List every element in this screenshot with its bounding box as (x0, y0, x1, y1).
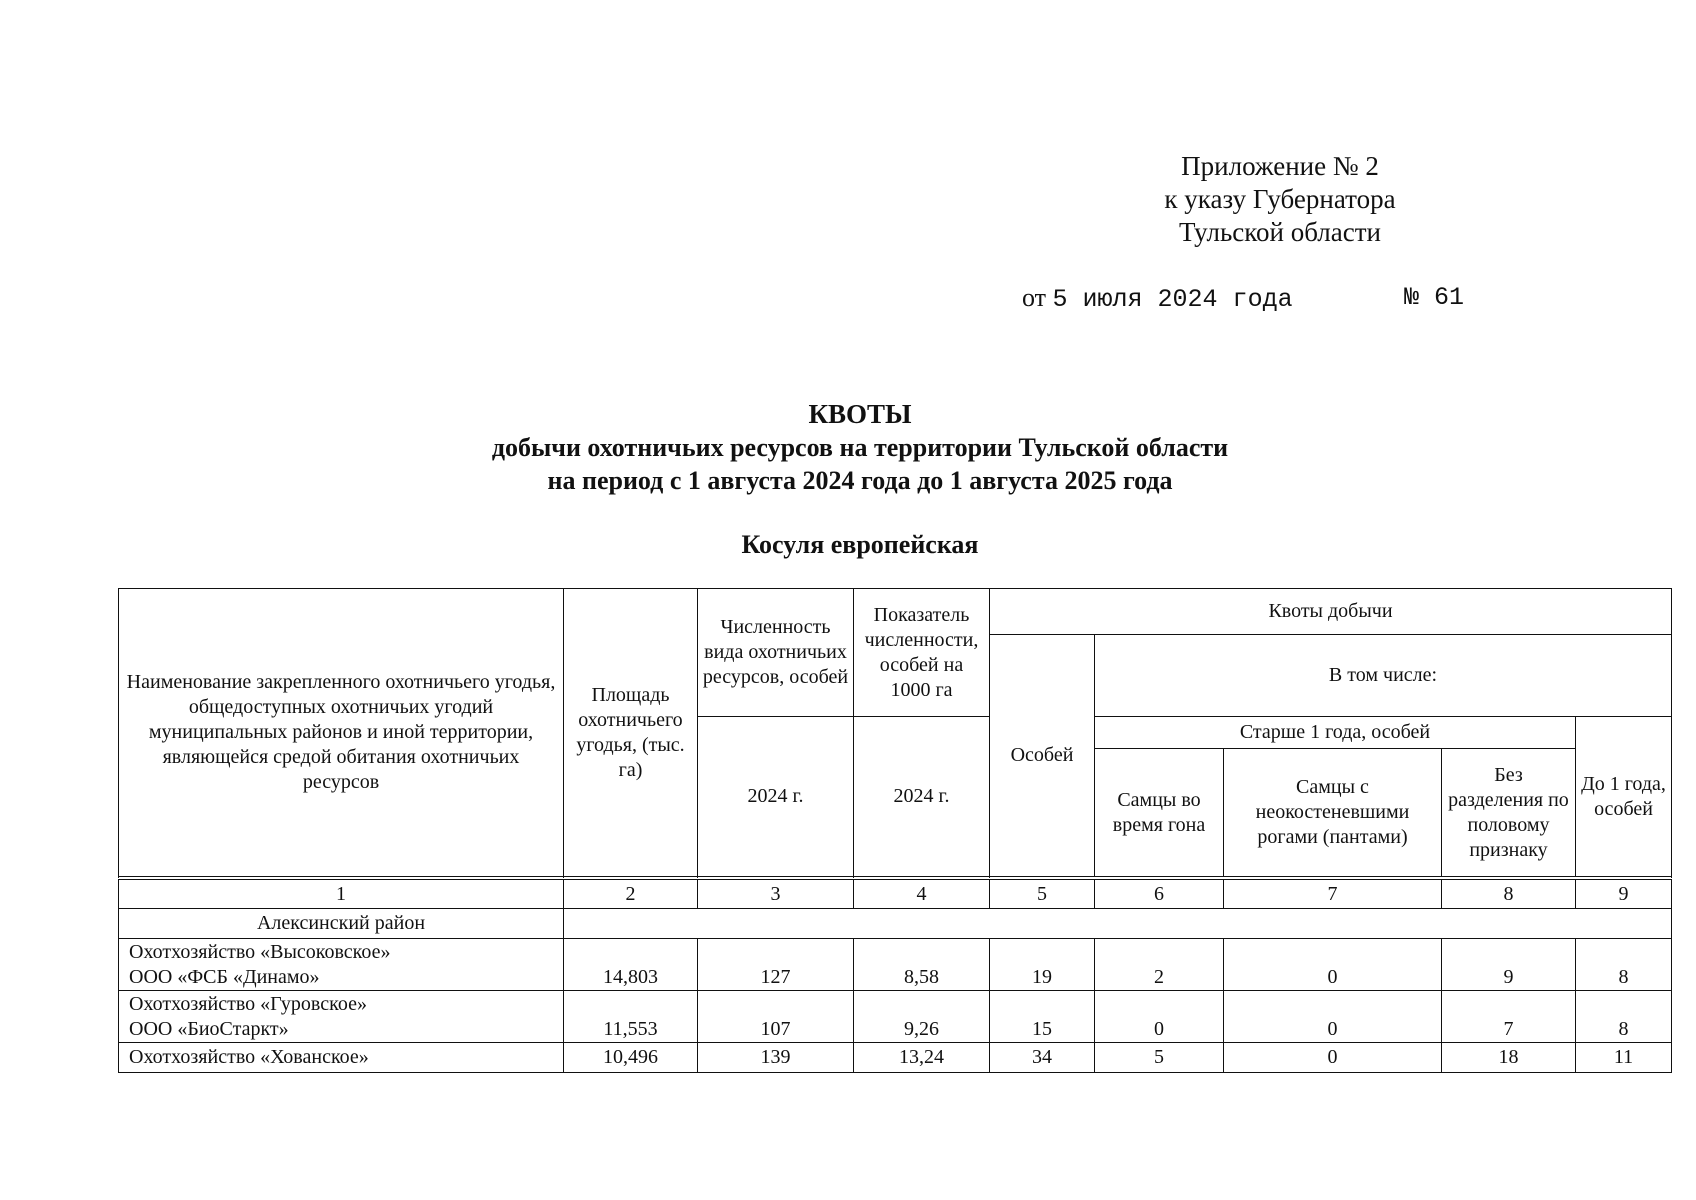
hunting-ground-name (119, 991, 564, 1043)
table-row (119, 939, 1672, 991)
cell-males-rut: 2 (1095, 939, 1224, 991)
header-no-sex: Без разделения по половому признаку (1442, 749, 1576, 877)
column-number: 9 (1576, 880, 1672, 909)
document-title (300, 398, 1420, 497)
cell-area: 11,553 (564, 991, 698, 1043)
appendix-block (1130, 150, 1430, 249)
appendix-line-3: Тульской области (1179, 217, 1381, 247)
column-numbers-row (119, 880, 1672, 909)
cell-males-antlers: 0 (1224, 939, 1442, 991)
cell-males-antlers: 0 (1224, 991, 1442, 1043)
cell-males-rut: 5 (1095, 1043, 1224, 1073)
cell-population: 107 (698, 991, 854, 1043)
cell-no-sex: 9 (1442, 939, 1576, 991)
cell-under-one: 8 (1576, 991, 1672, 1043)
decree-line (1022, 283, 1465, 314)
column-number: 1 (119, 880, 564, 909)
cell-individuals: 34 (990, 1043, 1095, 1073)
column-number: 3 (698, 880, 854, 909)
district-row (119, 909, 1672, 939)
column-number: 5 (990, 880, 1095, 909)
cell-under-one: 11 (1576, 1043, 1672, 1073)
quota-table (118, 588, 1672, 1073)
header-area: Площадь охотничьего угодья, (тыс. га) (564, 589, 698, 877)
table-row (119, 991, 1672, 1043)
column-number: 8 (1442, 880, 1576, 909)
species-heading: Косуля европейская (741, 530, 979, 559)
decree-date: 5 июля 2024 года (1052, 285, 1293, 314)
column-number: 2 (564, 880, 698, 909)
hunting-ground-name: Охотхозяйство «Хованское» (119, 1043, 564, 1073)
cell-no-sex: 18 (1442, 1043, 1576, 1073)
cell-population: 139 (698, 1043, 854, 1073)
title-line-3: на период с 1 августа 2024 года до 1 августа 2025 года (547, 466, 1173, 495)
header-density: Показатель численности, особей на 1000 га (854, 589, 990, 717)
cell-population: 127 (698, 939, 854, 991)
cell-males-antlers: 0 (1224, 1043, 1442, 1073)
appendix-line-2: к указу Губернатора (1164, 184, 1396, 214)
header-quotas: Квоты добычи (990, 589, 1672, 635)
header-year-population: 2024 г. (698, 717, 854, 877)
header-including: В том числе: (1095, 635, 1672, 717)
ground-name-line: Охотхозяйство «Гуровское» (129, 992, 367, 1015)
ground-owner-line: ООО «БиоСтаркт» (129, 1017, 289, 1040)
cell-under-one: 8 (1576, 939, 1672, 991)
header-population: Численность вида охотничьих ресурсов, особей (698, 589, 854, 717)
cell-individuals: 19 (990, 939, 1095, 991)
district-name: Алексинский район (119, 909, 564, 939)
cell-no-sex: 7 (1442, 991, 1576, 1043)
ground-name-line: Охотхозяйство «Высоковское» (129, 940, 391, 963)
title-main: КВОТЫ (808, 399, 912, 429)
header-males-antlers: Самцы с неокостеневшими рогами (пантами) (1224, 749, 1442, 877)
hunting-ground-name (119, 939, 564, 991)
cell-density: 8,58 (854, 939, 990, 991)
column-number: 4 (854, 880, 990, 909)
column-number: 7 (1224, 880, 1442, 909)
header-individuals: Особей (990, 635, 1095, 877)
cell-area: 14,803 (564, 939, 698, 991)
decree-from-label: от (1022, 283, 1047, 312)
header-males-rut: Самцы во время гона (1095, 749, 1224, 877)
header-older: Старше 1 года, особей (1095, 717, 1576, 749)
header-name: Наименование закрепленного охотничьего угодья, общедоступных охотничьих угодий муниципальных районов и иной территории, являющейся средой обитания охотничьих ресурсов (119, 589, 564, 877)
table-row (119, 1043, 1672, 1073)
decree-number: № 61 (1404, 283, 1465, 312)
cell-density: 13,24 (854, 1043, 990, 1073)
cell-density: 9,26 (854, 991, 990, 1043)
cell-males-rut: 0 (1095, 991, 1224, 1043)
cell-individuals: 15 (990, 991, 1095, 1043)
ground-owner-line: ООО «ФСБ «Динамо» (129, 965, 320, 988)
column-number: 6 (1095, 880, 1224, 909)
district-empty-cell (564, 909, 1672, 939)
header-year-density: 2024 г. (854, 717, 990, 877)
cell-area: 10,496 (564, 1043, 698, 1073)
appendix-line-1: Приложение № 2 (1181, 151, 1379, 181)
title-line-2: добычи охотничьих ресурсов на территории Тульской области (491, 433, 1229, 462)
header-under-one: До 1 года, особей (1576, 717, 1672, 877)
